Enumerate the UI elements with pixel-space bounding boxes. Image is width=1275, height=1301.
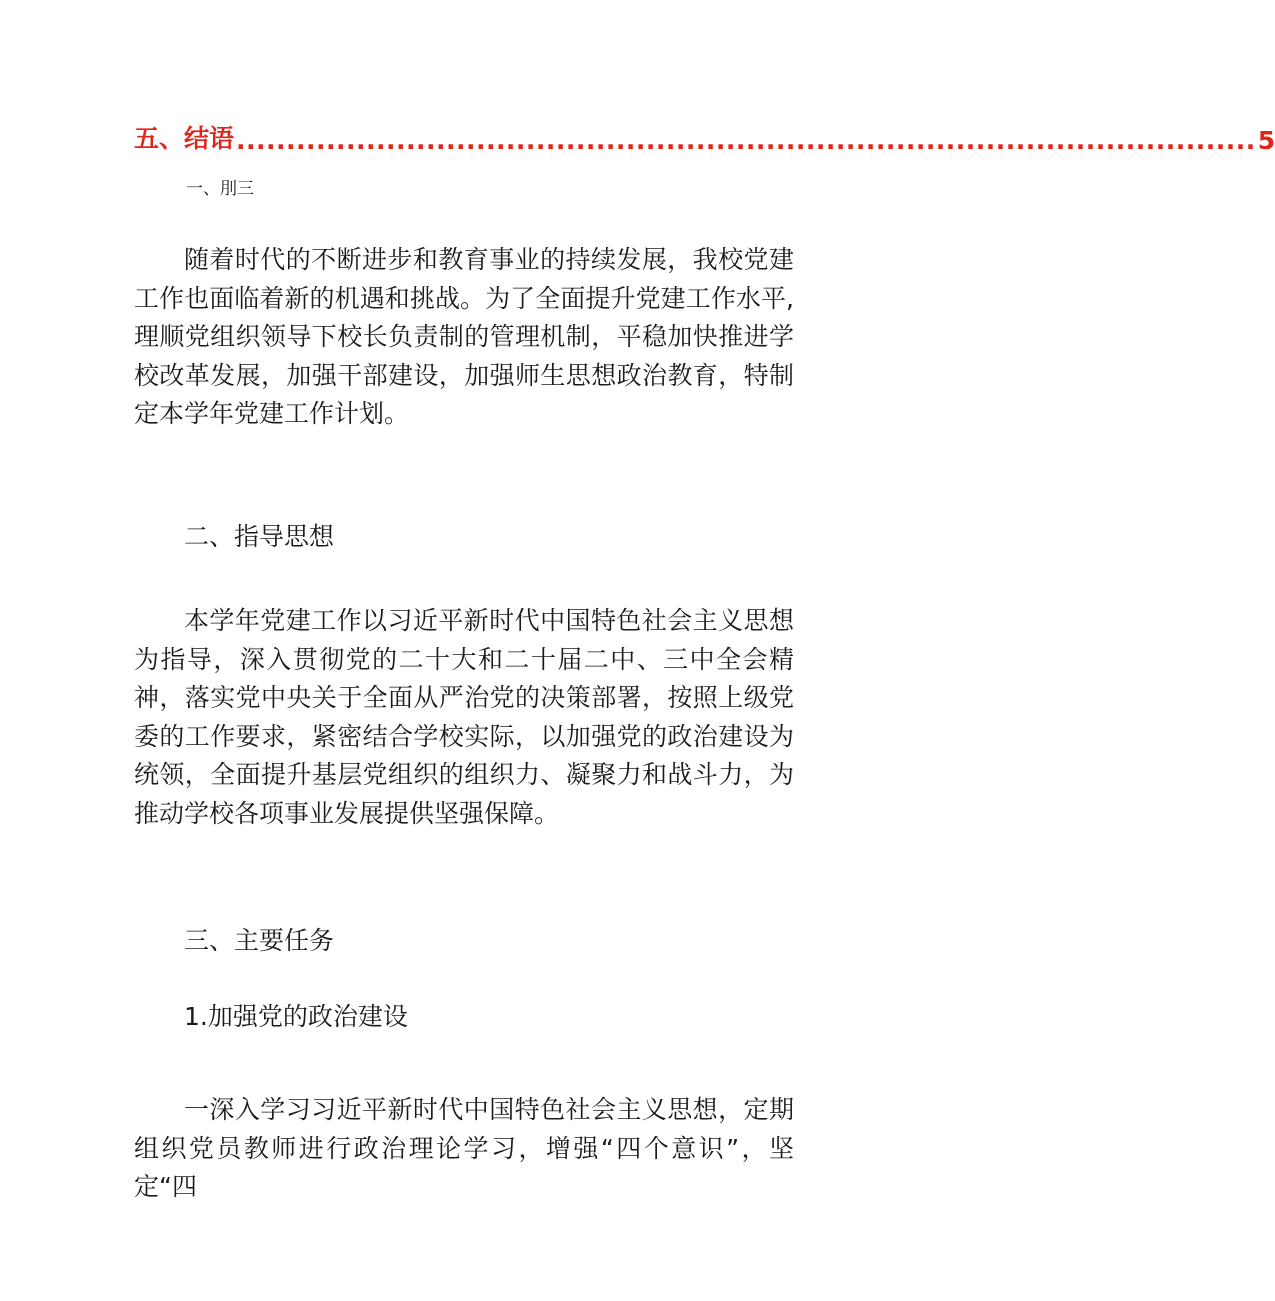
- section-heading-guiding-ideology: 二、指导思想: [184, 522, 335, 551]
- subsection-heading-political-building: 1.加强党的政治建设: [184, 1002, 408, 1031]
- paragraph-guiding-ideology: 本学年党建工作以习近平新时代中国特色社会主义思想为指导，深入贯彻党的二十大和二十届二中、三中全会精神，落实党中央关于全面从严治党的决策部署，按照上级党委的工作要求，紧密结合学校实际，以加强党的政治建设为统领，全面提升基层党组织的组织力、凝聚力和战斗力，为推动学校各项事业发展提供坚强保障。: [134, 606, 794, 828]
- toc-entry-title: 五、结语: [134, 124, 235, 153]
- paragraph-preface: 随着时代的不断进步和教育事业的持续发展，我校党建工作也面临着新的机遇和挑战。为了全面提升党建工作水平,理顺党组织领导下校长负责制的管理机制，平稳加快推进学校改革发展，加强干部建设，加强师生思想政治教育，特制定本学年党建工作计划。: [134, 245, 794, 428]
- section-heading-main-tasks: 三、主要任务: [184, 926, 335, 955]
- paragraph-political-building: 一深入学习习近平新时代中国特色社会主义思想，定期组织党员教师进行政治理论学习，增强“四个意识”，坚定“四: [134, 1095, 794, 1201]
- toc-leader-dots: ......................................................................................................: [236, 126, 1256, 155]
- toc-entry-conclusion[interactable]: [134, 115, 1275, 155]
- toc-page-number: 5: [1257, 126, 1275, 155]
- section-heading-preface: 一、刖三: [186, 179, 254, 199]
